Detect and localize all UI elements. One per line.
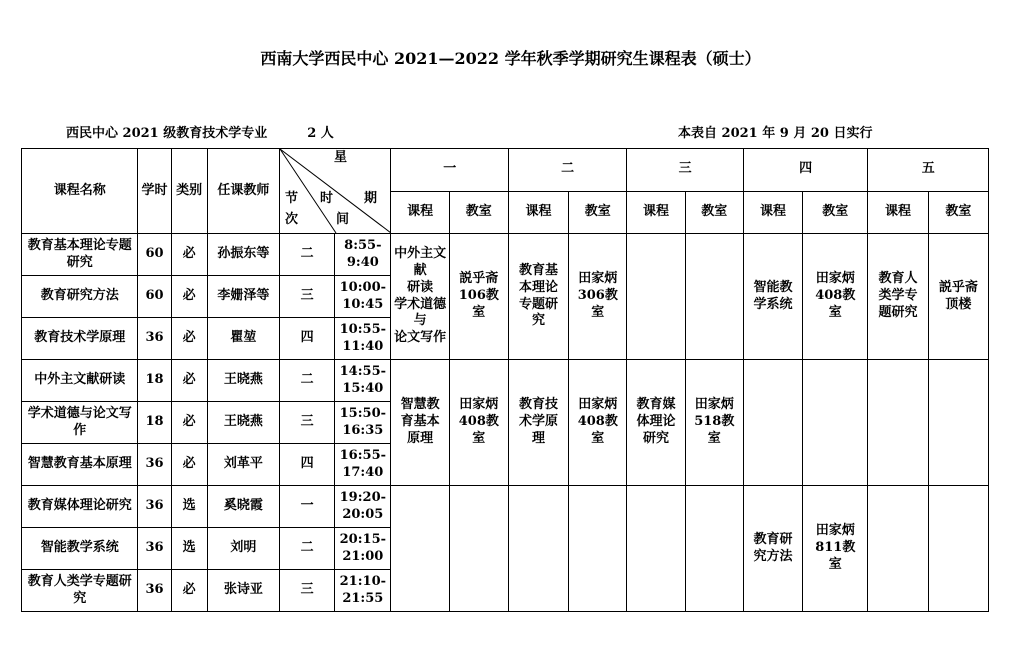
table-row [22,234,989,276]
course-teacher: 王晓燕 [207,360,279,402]
course-type: 必 [171,276,207,318]
mon-am-course: 中外主文献 研读 学术道德与 论文写作 [391,234,449,360]
fri-am-course: 教育人类学专题研究 [868,234,928,360]
wed-am-room [685,234,743,360]
course-teacher: 孙振东等 [207,234,279,276]
period-number: 二 [280,528,335,570]
period-time: 21:10-21:55 [335,570,391,612]
course-name: 智慧教育基本原理 [22,444,138,486]
period-number: 二 [280,360,335,402]
tue-am-room: 田家炳306教室 [569,234,627,360]
course-name: 教育技术学原理 [22,318,138,360]
sub-course: 课程 [743,191,802,234]
course-teacher: 王晓燕 [207,402,279,444]
period-time: 8:55-9:40 [335,234,391,276]
period-number: 四 [280,318,335,360]
course-teacher: 李姗泽等 [207,276,279,318]
course-teacher: 奚晓霞 [207,486,279,528]
sub-course: 课程 [508,191,568,234]
day-thu: 四 [743,149,868,192]
period-time: 20:15-21:00 [335,528,391,570]
page-title: 西南大学西民中心 2021—2022 学年秋季学期研究生课程表（硕士） [260,49,761,68]
sub-course: 课程 [391,191,449,234]
sub-course: 课程 [627,191,685,234]
course-name: 教育基本理论专题研究 [22,234,138,276]
fri-pm-room [928,360,988,486]
diag-jian: 间 [336,212,350,227]
course-hours: 36 [138,528,171,570]
mon-am-room: 説乎斋106教室 [449,234,508,360]
period-time: 15:50-16:35 [335,402,391,444]
diag-qi: 期 [364,191,378,206]
sub-room: 教室 [803,191,868,234]
header-row [22,149,989,192]
course-teacher: 瞿堃 [207,318,279,360]
tue-am-course: 教育基本理论专题研究 [508,234,568,360]
diag-ci: 次 [285,212,299,227]
mon-ev-room [449,486,508,612]
student-count: 2 人 [307,126,334,141]
course-hours: 36 [138,318,171,360]
course-type: 必 [171,360,207,402]
period-number: 三 [280,570,335,612]
course-hours: 36 [138,486,171,528]
wed-pm-room: 田家炳518教室 [685,360,743,486]
day-tue: 二 [508,149,626,192]
thu-ev-course: 教育研究方法 [743,486,802,612]
period-time: 14:55-15:40 [335,360,391,402]
course-name: 学术道德与论文写作 [22,402,138,444]
mon-ev-course [391,486,449,612]
tue-ev-course [508,486,568,612]
course-type: 必 [171,570,207,612]
period-time: 10:55-11:40 [335,318,391,360]
day-wed: 三 [627,149,743,192]
day-fri: 五 [868,149,989,192]
schedule-table [21,148,989,612]
period-time: 16:55-17:40 [335,444,391,486]
table-row [22,360,989,402]
course-type: 选 [171,528,207,570]
tue-pm-course: 教育技术学原理 [508,360,568,486]
course-teacher: 刘革平 [207,444,279,486]
wed-am-course [627,234,685,360]
fri-am-room: 説乎斋顶楼 [928,234,988,360]
course-type: 必 [171,402,207,444]
diag-jie: 节 [285,191,299,206]
course-name: 教育研究方法 [22,276,138,318]
diag-shi: 时 [320,191,334,206]
period-number: 三 [280,276,335,318]
wed-ev-room [685,486,743,612]
program-info [66,122,334,141]
course-hours: 36 [138,570,171,612]
sub-room: 教室 [928,191,988,234]
day-mon: 一 [391,149,508,192]
course-type: 选 [171,486,207,528]
fri-pm-course [868,360,928,486]
sub-course: 课程 [868,191,928,234]
period-time: 10:00-10:45 [335,276,391,318]
period-number: 二 [280,234,335,276]
course-hours: 60 [138,276,171,318]
thu-pm-room [803,360,868,486]
period-number: 三 [280,402,335,444]
course-name: 教育媒体理论研究 [22,486,138,528]
thu-ev-room: 田家炳811教室 [803,486,868,612]
sub-room: 教室 [449,191,508,234]
course-teacher: 刘明 [207,528,279,570]
sub-room: 教室 [569,191,627,234]
mon-pm-room: 田家炳408教室 [449,360,508,486]
col-course-name: 课程名称 [22,149,138,234]
period-time: 19:20-20:05 [335,486,391,528]
period-number: 四 [280,444,335,486]
col-teacher: 任课教师 [207,149,279,234]
diagonal-header [280,149,391,234]
tue-ev-room [569,486,627,612]
thu-pm-course [743,360,802,486]
table-row [22,486,989,528]
period-number: 一 [280,486,335,528]
course-name: 中外主文献研读 [22,360,138,402]
thu-am-room: 田家炳408教室 [803,234,868,360]
mon-pm-course: 智慧教育基本原理 [391,360,449,486]
diag-star: 星 [334,150,348,165]
wed-ev-course [627,486,685,612]
course-name: 智能教学系统 [22,528,138,570]
sub-room: 教室 [685,191,743,234]
course-type: 必 [171,234,207,276]
effective-date: 本表自 2021 年 9 月 20 日实行 [678,126,873,141]
course-hours: 18 [138,360,171,402]
course-type: 必 [171,318,207,360]
course-type: 必 [171,444,207,486]
program-name: 西民中心 2021 级教育技术学专业 [66,126,268,141]
fri-ev-room [928,486,988,612]
course-hours: 18 [138,402,171,444]
course-hours: 60 [138,234,171,276]
course-hours: 36 [138,444,171,486]
tue-pm-room: 田家炳408教室 [569,360,627,486]
fri-ev-course [868,486,928,612]
col-type: 类别 [171,149,207,234]
course-name: 教育人类学专题研究 [22,570,138,612]
thu-am-course: 智能教学系统 [743,234,802,360]
col-hours: 学时 [138,149,171,234]
wed-pm-course: 教育媒体理论研究 [627,360,685,486]
course-teacher: 张诗亚 [207,570,279,612]
